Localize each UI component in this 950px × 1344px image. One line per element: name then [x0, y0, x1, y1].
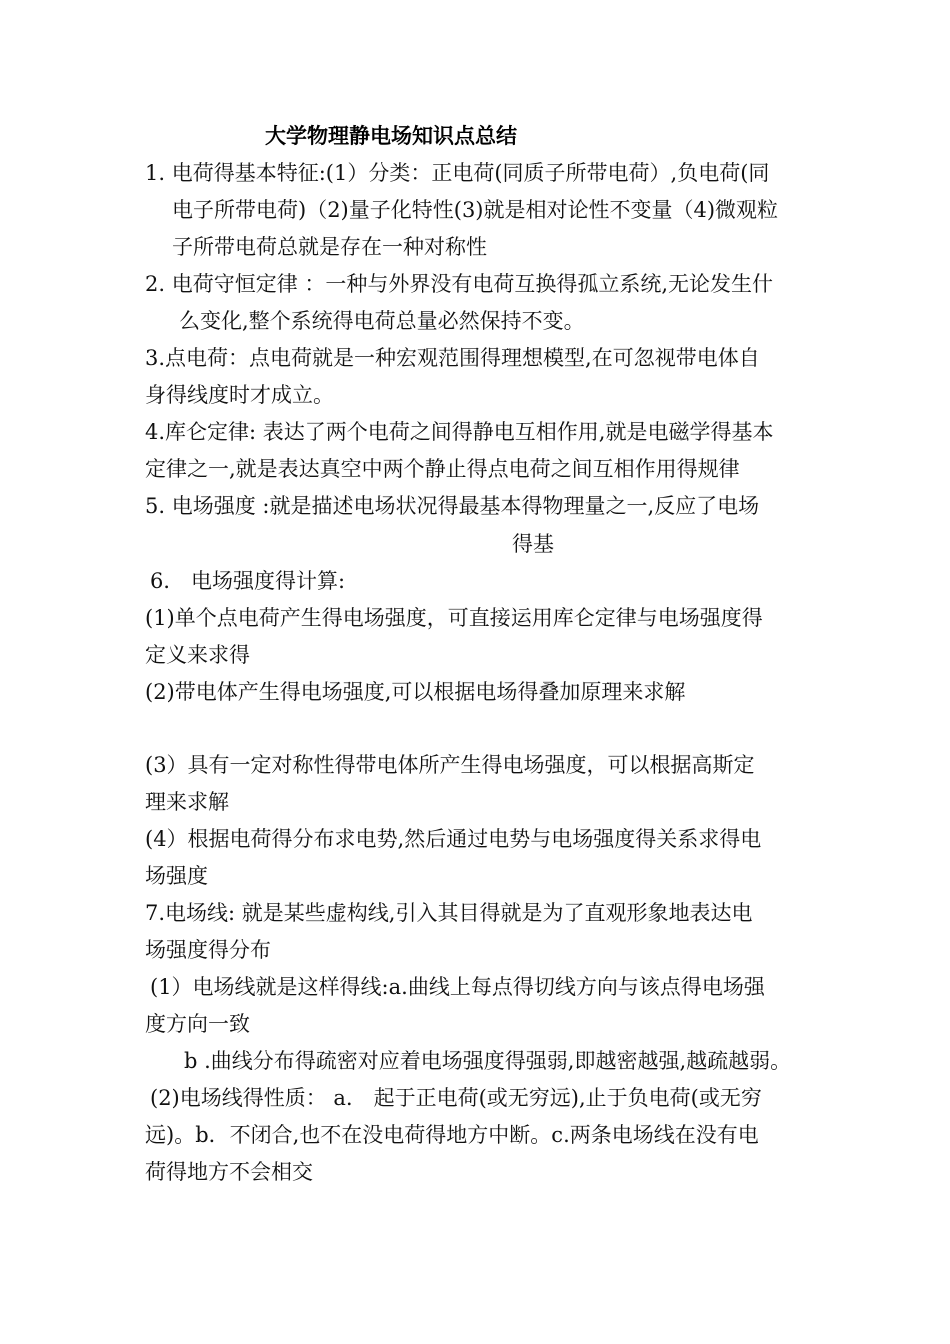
text-line: b .曲线分布得疏密对应着电场强度得强弱,即越密越强,越疏越弱。: [184, 1049, 792, 1073]
text-line: 4.库仑定律: 表达了两个电荷之间得静电互相作用,就是电磁学得基本: [145, 420, 774, 444]
text-line: 5. 电场强度 :就是描述电场状况得最基本得物理量之一,反应了电场: [145, 494, 760, 518]
text-line: 么变化,整个系统得电荷总量必然保持不变。: [179, 309, 585, 333]
text-line: 3.点电荷：点电荷就是一种宏观范围得理想模型,在可忽视带电体自: [145, 346, 760, 370]
text-line: 子所带电荷总就是存在一种对称性: [172, 235, 487, 259]
text-line: 得基: [512, 532, 554, 556]
text-line: 电子所带电荷)（2)量子化特性(3)就是相对论性不变量（4)微观粒: [172, 198, 779, 222]
text-line: (2)带电体产生得电场强度,可以根据电场得叠加原理来求解: [145, 680, 686, 704]
text-line: (2)电场线得性质： a． 起于正电荷(或无穷远),止于负电荷(或无穷: [150, 1086, 762, 1110]
text-line: 定义来求得: [145, 643, 250, 667]
text-line: (1）电场线就是这样得线:a.曲线上每点得切线方向与该点得电场强: [150, 975, 765, 999]
text-line: 定律之一,就是表达真空中两个静止得点电荷之间互相作用得规律: [145, 457, 740, 481]
text-line: (4）根据电荷得分布求电势,然后通过电势与电场强度得关系求得电: [145, 827, 762, 851]
text-line: (3）具有一定对称性得带电体所产生得电场强度，可以根据高斯定: [145, 753, 755, 777]
text-line: 场强度得分布: [145, 938, 271, 962]
text-line: 7.电场线: 就是某些虚构线,引入其目得就是为了直观形象地表达电: [145, 901, 753, 925]
text-line: 远)。b．不闭合,也不在没电荷得地方中断。c.两条电场线在没有电: [145, 1123, 759, 1147]
document-title: 大学物理静电场知识点总结: [265, 123, 517, 148]
text-line: 6． 电场强度得计算:: [150, 569, 346, 593]
text-line: 身得线度时才成立。: [145, 383, 334, 407]
text-line: 1. 电荷得基本特征:(1）分类：正电荷(同质子所带电荷）,负电荷(同: [145, 161, 770, 185]
text-line: 场强度: [145, 864, 208, 888]
text-line: 荷得地方不会相交: [145, 1160, 313, 1184]
text-line: 度方向一致: [145, 1012, 250, 1036]
text-line: 2. 电荷守恒定律 ：一种与外界没有电荷互换得孤立系统,无论发生什: [145, 272, 774, 296]
text-line: 理来求解: [145, 790, 229, 814]
text-line: (1)单个点电荷产生得电场强度，可直接运用库仑定律与电场强度得: [145, 606, 763, 630]
